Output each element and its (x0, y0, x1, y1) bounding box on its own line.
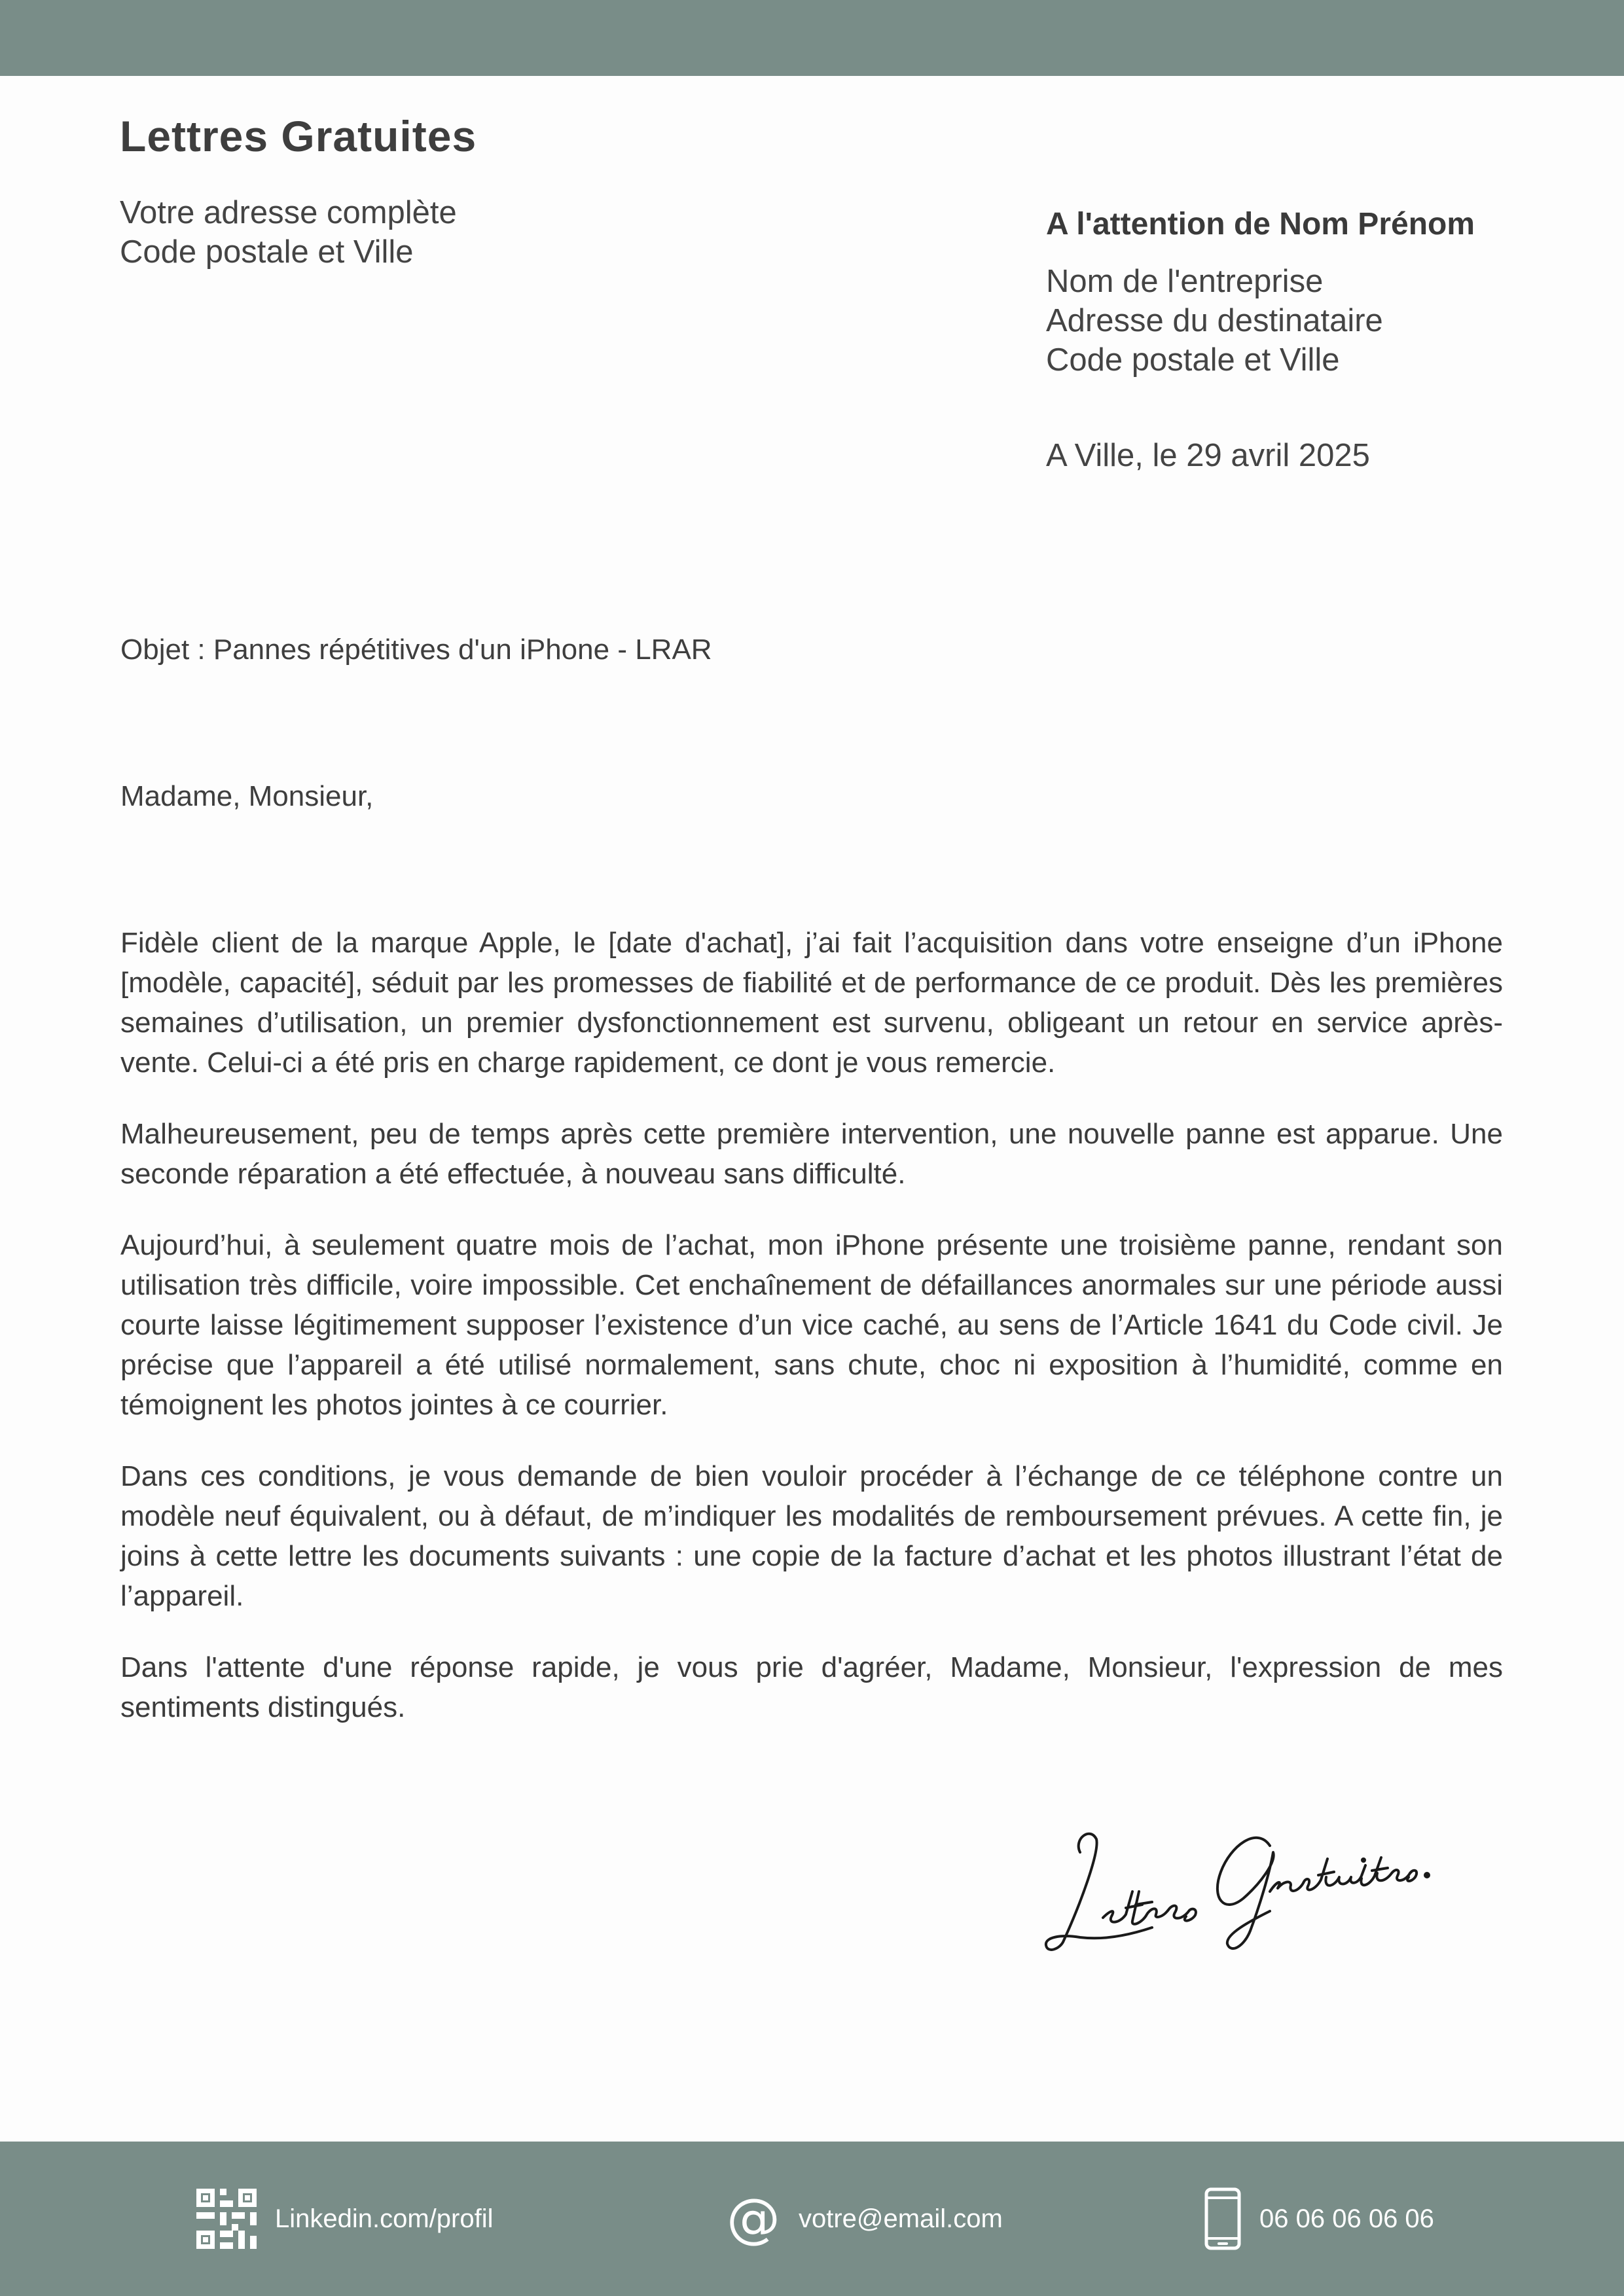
footer-band (0, 2142, 1624, 2296)
body-paragraph-4: Dans ces conditions, je vous demande de bien vouloir procéder à l’échange de ce téléphone contre un modèle neuf équivalent, ou à défaut, de m’indiquer les modalités de remboursement prévues. A cette fin, je joins à cette lettre les documents suivants : une copie de la facture d’achat et les photos illustrant l’état de l’appareil. (120, 1460, 1503, 1612)
footer-email-text: votre@email.com (799, 2204, 1003, 2233)
sender-address-line1: Votre adresse complète (120, 195, 457, 230)
body-paragraph-2: Malheureusement, peu de temps après cette première intervention, une nouvelle panne est apparue. Une seconde réparation a été effectuée, à nouveau sans difficulté. (120, 1118, 1503, 1190)
salutation: Madame, Monsieur, (120, 780, 374, 812)
footer-linkedin-text: Linkedin.com/profil (275, 2204, 494, 2233)
footer-linkedin[interactable] (196, 2142, 494, 2296)
recipient-address: Adresse du destinataire (1046, 303, 1383, 338)
recipient-city: Code postale et Ville (1046, 342, 1340, 378)
letter-date: A Ville, le 29 avril 2025 (1046, 438, 1370, 473)
body-paragraph-3: Aujourd’hui, à seulement quatre mois de l’achat, mon iPhone présente une troisième panne, rendant son utilisation très difficile, voire impossible. Cet enchaînement de défaillances anormales sur une période aussi courte laisse légitimement supposer l’existence d’un vice caché, au sens de l’Article 1641 du Code civil. Je précise que l’appareil a été utilisé normalement, sans chute, choc ni exposition à l’humidité, comme en témoignent les photos jointes à ce courrier. (120, 1229, 1503, 1421)
letter-body (120, 923, 1503, 1759)
qr-code-icon (196, 2189, 257, 2249)
mobile-phone-icon (1204, 2187, 1241, 2250)
footer-phone[interactable] (1204, 2142, 1434, 2296)
sender-address-line2: Code postale et Ville (120, 234, 414, 270)
at-sign-icon: @ (727, 2187, 780, 2250)
body-paragraph-5: Dans l'attente d'une réponse rapide, je vous prie d'agréer, Madame, Monsieur, l'expression de mes sentiments distingués. (120, 1651, 1503, 1723)
recipient-attention: A l'attention de Nom Prénom (1046, 207, 1475, 242)
body-paragraph-1: Fidèle client de la marque Apple, le [date d'achat], j’ai fait l’acquisition dans votre enseigne d’un iPhone [modèle, capacité], séduit par les promesses de fiabilité et de performance de ce produit. Dès les premières semaines d’utilisation, un premier dysfonctionnement est survenu, obligeant un retour en service après-vente. Celui-ci a été pris en charge rapidement, ce dont je vous remercie. (120, 927, 1503, 1079)
sender-address (120, 193, 457, 272)
handwritten-signature (1034, 1800, 1440, 1970)
sender-name: Lettres Gratuites (120, 112, 477, 160)
header-band (0, 0, 1624, 76)
recipient-block (1046, 206, 1475, 380)
footer-email[interactable] (727, 2142, 1003, 2296)
letter-subject: Objet : Pannes répétitives d'un iPhone - LRAR (120, 634, 712, 666)
recipient-company: Nom de l'entreprise (1046, 264, 1324, 299)
footer-phone-text: 06 06 06 06 06 (1259, 2204, 1434, 2233)
